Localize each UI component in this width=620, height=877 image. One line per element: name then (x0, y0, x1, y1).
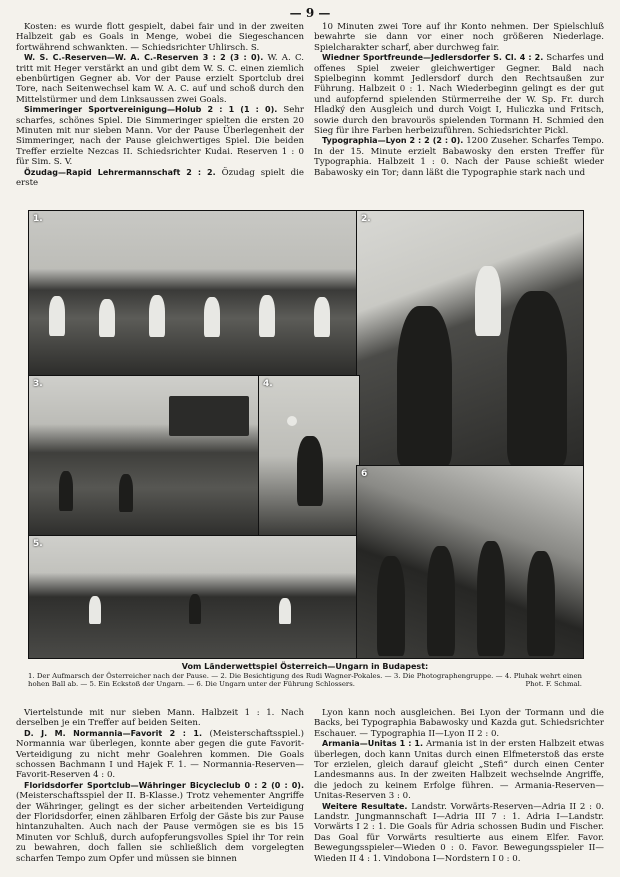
caption-title: Vom Länderwettspiel Österreich—Ungarn in Budapest: (181, 662, 429, 671)
player-figure (204, 297, 220, 337)
match-heading: Özudag—Rapid Lehrermannschaft 2 : 2. (24, 167, 216, 177)
match-heading: Wiedner Sportfreunde—Jedlersdorfer S. Cl. 4 : 2. (322, 53, 544, 63)
page-number: — 9 — (289, 6, 331, 20)
photo-hungarians-team (356, 465, 584, 659)
paragraph-text: Özudag spielt die erste (16, 167, 304, 189)
paragraph-text: 1200 Zuseher. Scharfes Tempo. In der 15. Minute erzielt Babawosky den ersten Treffer für Typographia. Halbzeit 1 : 0. Nach der Pause schießt wieder Babawosky ein Tor; dann läßt die Typographie stark nach und (314, 136, 604, 178)
paragraph (16, 708, 304, 729)
player-figure (49, 296, 65, 336)
photo-credit: Phot. F. Schmal. (525, 680, 582, 689)
match-heading: Weitere Resultate. (322, 801, 408, 811)
player-figure (279, 598, 291, 624)
paragraph (16, 168, 304, 189)
paragraph-text: Armania ist in der ersten Halbzeit etwas überlegen, doch kann Unitas durch einen Elfmeterstoß das erste Tor erzielen, gleich darauf gleicht „Stefi“ durch einen Center Landesmanns aus. In der zweiten Halbzeit wechselnde Angriffe, die jedoch zu keinem Erfolge führen. — Armania-Reserven—Unitas-Reserven 3 : 0. (314, 739, 604, 802)
person-figure (507, 291, 567, 466)
paragraph-text: W. A. C. tritt mit Heger verstärkt an und gibt dem W. S. C. einen ziemlich ebenbürtigen Gegner ab. Vor der Pause erzielt Sportclub drei Tore, nach Seitenwechsel kam W. A. C. auf und schoß durch den Mittelstürmer und dem Linksaussen zwei Goals. (16, 53, 304, 105)
paragraph-text: (Meisterschaftsspiel.) Normannia war überlegen, konnte aber gegen die gute Favorit-Verteidigung zu nicht mehr Goalehren kommen. Die Goals schossen Bachmann I und Hajek F. 1. — Normannia-Reserven—Favorit-Reserven 4 : 0. (16, 728, 304, 781)
paragraph (16, 729, 304, 781)
stand-building (169, 396, 249, 436)
paragraph-text: 10 Minuten zwei Tore auf ihr Konto nehmen. Der Spielschluß bewahrte sie dann vor einer noch größeren Niederlage. Spielcharakter scharf, aber durchweg fair. (314, 22, 604, 53)
player-figure (314, 297, 330, 337)
photo-number: 1. (33, 214, 43, 224)
player-figure (259, 295, 275, 337)
match-heading: Typographia—Lyon 2 : 2 (2 : 0). (322, 136, 464, 146)
paragraph (314, 136, 604, 178)
match-heading: Simmeringer Sportvereinigung—Holub 2 : 1 (1 : 0). (24, 105, 278, 115)
player-figure (89, 596, 101, 624)
paragraph-text: Sehr scharfes, schönes Spiel. Die Simmeringer spielten die ersten 20 Minuten mit nur sieben Mann. Vor der Pause Überlegenheit der Simmeringer, nach der Pause gleichwertiges Spiel. Die beiden Treffer erzielte Nezcas II. Schiedsrichter Kudai. Reserven 1 : 0 für Sim. S. V. (16, 105, 304, 168)
match-heading: Floridsdorfer Sportclub—Währinger Bicycleclub 0 : 2 (0 : 0). (24, 780, 304, 790)
paragraph (16, 105, 304, 167)
paragraph-text: Scharfes und offenes Spiel zweier gleichwertiger Gegner. Bald nach Spielbeginn kommt Jedlersdorf durch den Rechtsaußen zur Führung. Halbzeit 0 : 1. Nach Wiederbeginn gelingt es der gut und aufopfernd spielenden Stürmerreihe der W. Sp. Fr. durch Hladký den Ausgleich und durch Voigt I, Huliczka und Fritsch, sowie durch den bravourös spielenden Tormann H. Schmied den Sieg für ihre Farben herbeizuführen. Schiedsrichter Pickl. (314, 53, 604, 137)
person-figure (59, 471, 73, 511)
player-figure (149, 295, 165, 337)
column-top-left (16, 22, 304, 189)
photo-number: 4. (263, 379, 273, 389)
photo-austrians-march (28, 210, 360, 377)
paragraph-text: Landstr. Vorwärts-Reserven—Adria II 2 : 0. Landstr. Jungmannschaft I—Adria III 7 : 1. Adria I—Landstr. Vorwärts I 2 : 1. Die Goals für Adria schossen Budin und Fischer. Das Goal für Vorwärts resultierte aus einem Elfer. Favor. Bewegungsspieler—Wieden 0 : 0. Favor. Bewegungsspieler II—Wieden II 4 : 1. Vindobona I—Nordstern I 0 : 0. (314, 801, 604, 864)
person-figure (397, 306, 452, 466)
paragraph-text: Kosten: es wurde flott gespielt, dabei fair und in der zweiten Halbzeit gab es Goals in Menge, wobei die Siegeschancen fortwährend schwankten. — Schiedsrichter Uhlirsch. S. (16, 22, 304, 53)
goalkeeper-figure (297, 436, 323, 506)
player-figure (527, 551, 555, 656)
photo-number: 6 (361, 469, 368, 479)
match-heading: W. S. C.-Reserven—W. A. C.-Reserven 3 : 2 (3 : 0). (24, 53, 264, 63)
paragraph-text: (Meisterschaftsspiel der II. B-Klasse.) Trotz vehementer Angriffe der Währinger, gelingt es der sicher arbeitenden Verteidigung der Floridsdorfer, einen zählbaren Erfolg der Gäste bis zur Pause hintanzuhalten. Auch nach der Pause vermögen sie es bis 15 Minuten vor Schluß, durch aufopferungsvolles Spiel ihr Tor rein zu bewahren, doch fallen sie schließlich dem vorgelegten scharfen Tempo zum Opfer und müssen sie binnen (16, 791, 304, 864)
photo-trophy-viewing (356, 210, 584, 467)
paragraph (314, 708, 604, 739)
ball (287, 416, 297, 426)
column-bottom-right (314, 708, 604, 864)
player-figure (99, 299, 115, 337)
person-figure (119, 474, 133, 512)
paragraph (314, 53, 604, 136)
paragraph-text: Lyon kann noch ausgleichen. Bei Lyon der Tormann und die Backs, bei Typographia Babawosky und Kazda gut. Schiedsrichter Eschauer. — Typographia II—Lyon II 2 : 0. (314, 708, 604, 739)
player-figure (377, 556, 405, 656)
match-heading: D. J. M. Normannia—Favorit 2 : 1. (24, 728, 203, 738)
column-bottom-left (16, 708, 304, 864)
photo-corner-kick (28, 535, 360, 659)
photo-number: 2. (361, 214, 371, 224)
photo-photographers-group (28, 375, 260, 537)
paragraph (314, 22, 604, 53)
photo-caption (28, 662, 582, 689)
player-figure (427, 546, 455, 656)
trophy-figure (475, 266, 501, 336)
match-heading: Armania—Unitas 1 : 1. (322, 739, 423, 749)
player-figure (477, 541, 505, 656)
player-figure (189, 594, 201, 624)
column-top-right (314, 22, 604, 178)
paragraph-text: Viertelstunde mit nur sieben Mann. Halbzeit 1 : 1. Nach derselben je ein Treffer auf beiden Seiten. (16, 708, 304, 729)
paragraph (16, 53, 304, 105)
paragraph (16, 781, 304, 864)
photo-number: 3. (33, 379, 43, 389)
photo-goalkeeper-save (258, 375, 360, 537)
photo-number: 5. (33, 539, 43, 549)
paragraph (314, 739, 604, 801)
paragraph (16, 22, 304, 53)
caption-text: 1. Der Aufmarsch der Österreicher nach der Pause. — 2. Die Besichtigung des Rudi Wagner-Pokales. — 3. Die Photographengruppe. — 4. Pluhak wehrt einen hohen Ball ab. — 5. Ein Eckstoß der Ungarn. — 6. Die Ungarn unter der Führung Schlossers. (28, 672, 582, 689)
paragraph (314, 802, 604, 864)
